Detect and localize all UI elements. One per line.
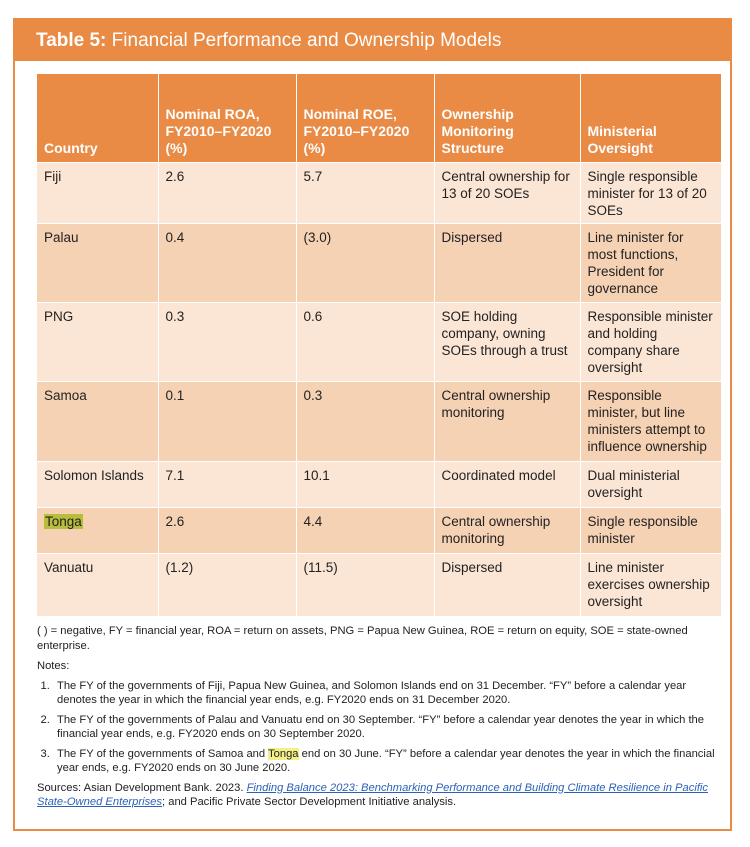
notes-list: [37, 679, 727, 776]
cell-roe: 5.7: [296, 163, 434, 224]
table-row: [37, 224, 721, 303]
financial-performance-table: [37, 74, 721, 616]
highlighted-country: Tonga: [45, 514, 82, 529]
highlighted-word: Tonga: [268, 747, 299, 760]
cell-monitoring: Central ownership monitoring: [434, 508, 580, 554]
cell-roe: 0.6: [296, 303, 434, 382]
cell-country: PNG: [37, 303, 158, 382]
cell-roa: 7.1: [158, 462, 296, 508]
cell-country: Vanuatu: [37, 554, 158, 616]
sources-text: [37, 781, 727, 810]
note-item: 1. The FY of the governments of Fiji, Papua New Guinea, and Solomon Islands end on 31 December. “FY” before a calendar year denotes the year in which the financial year ends, e.g. FY2020 ends on 31 December 2020.: [53, 679, 727, 708]
header-roe: Nominal ROE, FY2010–FY2020 (%): [296, 74, 434, 163]
header-country: Country: [37, 74, 158, 163]
cell-monitoring: Dispersed: [434, 554, 580, 616]
sources-suffix: ; and Pacific Private Sector Development Initiative analysis.: [162, 796, 457, 808]
cell-monitoring: Central ownership monitoring: [434, 382, 580, 462]
note-item: [53, 747, 727, 776]
table-figure: [13, 18, 732, 831]
cell-monitoring: Coordinated model: [434, 462, 580, 508]
source-link[interactable]: Finding Balance 2023: Benchmarking Performance and Building Climate Resilience in Pacific State-Owned Enterprises: [37, 781, 709, 808]
cell-oversight: Line minister exercises ownership oversight: [580, 554, 721, 616]
cell-oversight: Single responsible minister: [580, 508, 721, 554]
table-number: Table 5:: [36, 30, 107, 51]
notes-label: Notes:: [37, 660, 70, 672]
cell-roe: 4.4: [296, 508, 434, 554]
cell-roa: 2.6: [158, 163, 296, 224]
cell-oversight: Single responsible minister for 13 of 20 SOEs: [580, 163, 721, 224]
table-title-text: Financial Performance and Ownership Models: [111, 30, 502, 51]
cell-monitoring: SOE holding company, owning SOEs through a trust: [434, 303, 580, 382]
abbreviations-text: ( ) = negative, FY = financial year, ROA = return on assets, PNG = Papua New Guinea, ROE = return on equity, SOE = state-owned enterprise.: [37, 625, 688, 652]
table-notes: [37, 624, 727, 816]
table-row: [37, 163, 721, 224]
cell-monitoring: Dispersed: [434, 224, 580, 303]
note-text: The FY of the governments of Samoa and: [57, 747, 269, 760]
header-roa: Nominal ROA, FY2010–FY2020 (%): [158, 74, 296, 163]
cell-country: Fiji: [37, 163, 158, 224]
cell-country: [37, 508, 158, 554]
header-monitoring: Ownership Monitoring Structure: [434, 74, 580, 163]
header-row: [37, 74, 721, 163]
table-row: [37, 462, 721, 508]
cell-monitoring: Central ownership for 13 of 20 SOEs: [434, 163, 580, 224]
cell-oversight: Responsible minister and holding company share oversight: [580, 303, 721, 382]
table-row: [37, 303, 721, 382]
cell-roe: (11.5): [296, 554, 434, 616]
cell-roe: 10.1: [296, 462, 434, 508]
note-text: end on 30 June. “FY” before a calendar year denotes the year in which the financial year ends, e.g. FY2020 ends on 30 June 2020.: [57, 747, 715, 774]
table-title: [15, 20, 730, 61]
cell-roa: (1.2): [158, 554, 296, 616]
cell-roa: 0.1: [158, 382, 296, 462]
table-row: [37, 508, 721, 554]
table-row: [37, 382, 721, 462]
cell-roe: (3.0): [296, 224, 434, 303]
note-item: 2. The FY of the governments of Palau and Vanuatu end on 30 September. “FY” before a calendar year denotes the year in which the financial year ends, e.g. FY2020 ends on 30 September 2020.: [53, 713, 727, 742]
cell-oversight: Line minister for most functions, President for governance: [580, 224, 721, 303]
cell-oversight: Dual ministerial oversight: [580, 462, 721, 508]
cell-country: Solomon Islands: [37, 462, 158, 508]
cell-country: Samoa: [37, 382, 158, 462]
cell-roe: 0.3: [296, 382, 434, 462]
cell-roa: 0.4: [158, 224, 296, 303]
cell-oversight: Responsible minister, but line ministers attempt to influence ownership: [580, 382, 721, 462]
cell-roa: 0.3: [158, 303, 296, 382]
sources-prefix: Sources: Asian Development Bank. 2023.: [37, 781, 247, 794]
table-row: [37, 554, 721, 616]
cell-country: Palau: [37, 224, 158, 303]
header-oversight: Ministerial Oversight: [580, 74, 721, 163]
cell-roa: 2.6: [158, 508, 296, 554]
